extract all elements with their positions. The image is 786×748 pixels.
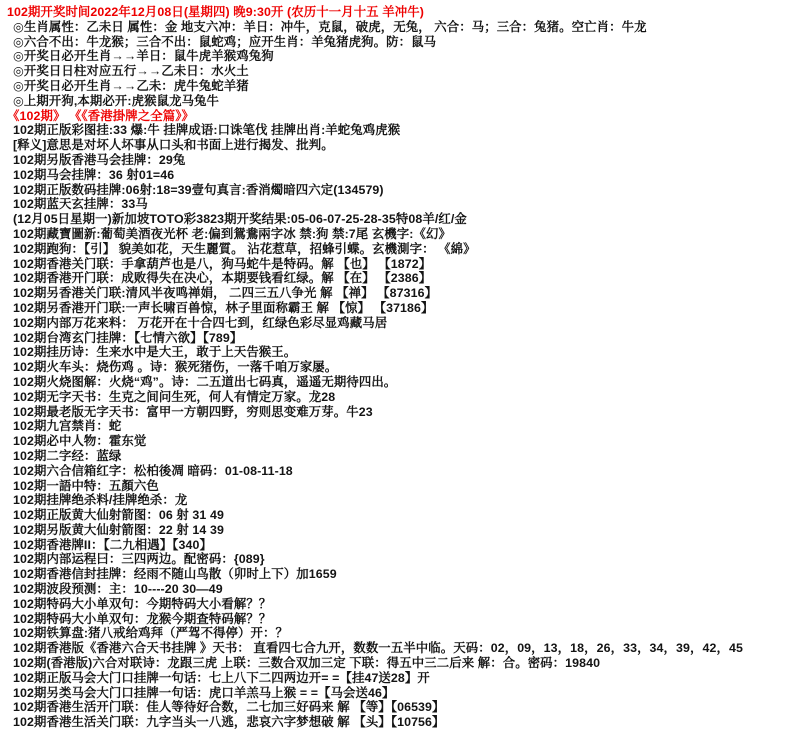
info-line: 102期火车头：烧伤鸡 。诗：猴死猪伤，一落千咱万家屡。	[13, 360, 338, 375]
info-line: 102期波段预测：主：10----20 30—49	[13, 582, 223, 597]
info-line: 102期正版数码挂牌:06射:18=39壹句真言:香消燭暗四六定(134579)	[13, 182, 384, 197]
info-line: 102期(香港版)六合对联诗：龙跟三虎 上联：三数合双加三定 下联：得五中三二后来 解：合。密码：19840	[13, 656, 601, 671]
info-line: 102期另香港开门联:一声长啸百兽惊，林子里面称霸王 解 【惊】 【37186】	[13, 300, 434, 315]
info-line: 102期马会挂牌：36 射01=46	[13, 167, 175, 182]
info-line: 102期香港牌II：【二九相遇】【340】	[13, 537, 213, 552]
info-line: 102期正版彩图挂:33 爆:牛 挂牌成语:口诛笔伐 挂牌出肖:羊蛇兔鸡虎猴	[13, 123, 401, 138]
info-line: 102期二字经：蓝绿	[13, 448, 122, 463]
info-line: 102期内部万花来料： 万花开在十合四七到，红绿色彩尽显鸡藏马居	[13, 315, 388, 330]
info-line: 102期必中人物：霍东觉	[13, 434, 147, 449]
info-line: 102期香港信封挂牌：经雨不随山鸟散（卯时上下）加1659	[13, 567, 337, 582]
info-line: 102期挂牌绝杀料/挂牌绝杀：龙	[13, 493, 188, 508]
info-line: 102期台湾玄门挂牌：【七情六欲】【789】	[13, 330, 243, 345]
info-line: ◎开奖日必开生肖→→羊日：鼠牛虎羊猴鸡兔狗	[13, 49, 274, 64]
info-line: 102期蓝天玄挂牌：33马	[13, 197, 148, 212]
info-line: [释义]意思是对坏人坏事从口头和书面上进行揭发、批判。	[13, 138, 334, 153]
info-line: (12月05日星期一)新加坡TOTO彩3823期开奖结果:05-06-07-25-28-35特08羊/红/金	[13, 212, 467, 227]
info-line: 102期特码大小单双句：龙猴今期查特码解？？	[13, 611, 272, 626]
info-line: ◎六合不出：牛龙猴；三合不出：鼠蛇鸡；应开生肖：羊兔猪虎狗。防：鼠马	[13, 34, 437, 49]
info-line: 102期正版黄大仙射箭图：06 射 31 49	[13, 508, 224, 523]
info-line: 102期九宫禁肖：蛇	[13, 419, 122, 434]
info-line: 102期香港关门联：手拿葫芦也是八，狗马蛇牛是特码。解 【也】 【1872】	[13, 256, 432, 271]
info-line: 102期正版马会大门口挂牌一句话：七上八下二四两边开= =【挂47送28】开	[13, 670, 430, 685]
info-line: 102期香港生活关门联：九字当头一八逃，悲哀六字梦想破 解 【头】【10756】	[13, 715, 445, 730]
highlight-line: 《102期》 《《香港掛牌之全篇》》	[7, 108, 194, 123]
info-line: 102期跑狗：【引】 貌美如花，天生麗質。 沾花惹草，招蜂引蝶。玄機測字： 《綿》	[13, 241, 476, 256]
info-line: 102期铁算盘:猪八戒给鸡拜（严驾不得停）开：？	[13, 626, 289, 641]
info-line: 102期一語中特：五顏六色	[13, 478, 159, 493]
info-line: ◎生肖属性：乙未日 属性：金 地支六冲：羊日：冲牛，克鼠，破虎，无兔， 六合：马；三合：兔猪。空亡肖：牛龙	[13, 19, 647, 34]
info-line: 102期另版香港马会挂牌：29兔	[13, 152, 186, 167]
info-line: 102期最老版无字天书：富甲一方朝四野，穷则思变难万芽。牛23	[13, 404, 373, 419]
info-line: 102期特码大小单双句：今期特码大小看解？？	[13, 596, 272, 611]
info-line: ◎开奖日日柱对应五行→→乙未日：水火土	[13, 64, 249, 79]
info-line: ◎开奖日必开生肖→→乙未：虎牛兔蛇羊猪	[13, 78, 249, 93]
info-line: 102期香港生活开门联：佳人等待好合数，二七加三好码来 解 【等】【06539】	[13, 700, 445, 715]
info-line: 102期六合信箱红字：松柏後凋 暗码：01-08-11-18	[13, 463, 293, 478]
info-line: 102期火烧图解：火烧“鸡”。诗：二五道出七码真，遥遥无期待四出。	[13, 374, 397, 389]
info-line: 102期无字天书：生克之间问生死，何人有情定万家。龙28	[13, 389, 336, 404]
info-line: 102期另类马会大门口挂牌一句话：虎口羊羔马上猴 = =【马会送46】	[13, 685, 395, 700]
info-line: 102期另香港关门联:清风半夜鸣禅娟， 二四三五八争光 解 【禅】 【87316】	[13, 286, 438, 301]
highlight-line: 102期开奖时间2022年12月08日(星期四) 晚9:30开 (农历十一月十五 羊冲牛)	[7, 5, 424, 19]
text-lines-container	[0, 5, 786, 730]
info-line: 102期香港版《香港六合天书挂牌 》天书： 直看四七合九开，数数一五半中临。天码：02，09，13，18，26，33，34，39，42，45	[13, 641, 743, 656]
info-line: 102期内部运程曰：三四两边。配密码：{089}	[13, 552, 265, 567]
info-line: 102期另版黄大仙射箭图：22 射 14 39	[13, 522, 224, 537]
info-line: 102期藏寶圖新:葡萄美酒夜光杯 老:偏到鴛鴦兩字冰 禁:狗 禁:7尾 玄機字:《幻》	[13, 226, 451, 241]
info-line: 102期香港开门联：成败得失在决心，本期要钱看红绿。解 【在】 【2386】	[13, 271, 432, 286]
info-line: 102期挂历诗：生来水中是大王，敢于上天告猴王。	[13, 345, 297, 360]
info-line: ◎上期开狗,本期必开:虎猴鼠龙马兔牛	[13, 93, 220, 108]
